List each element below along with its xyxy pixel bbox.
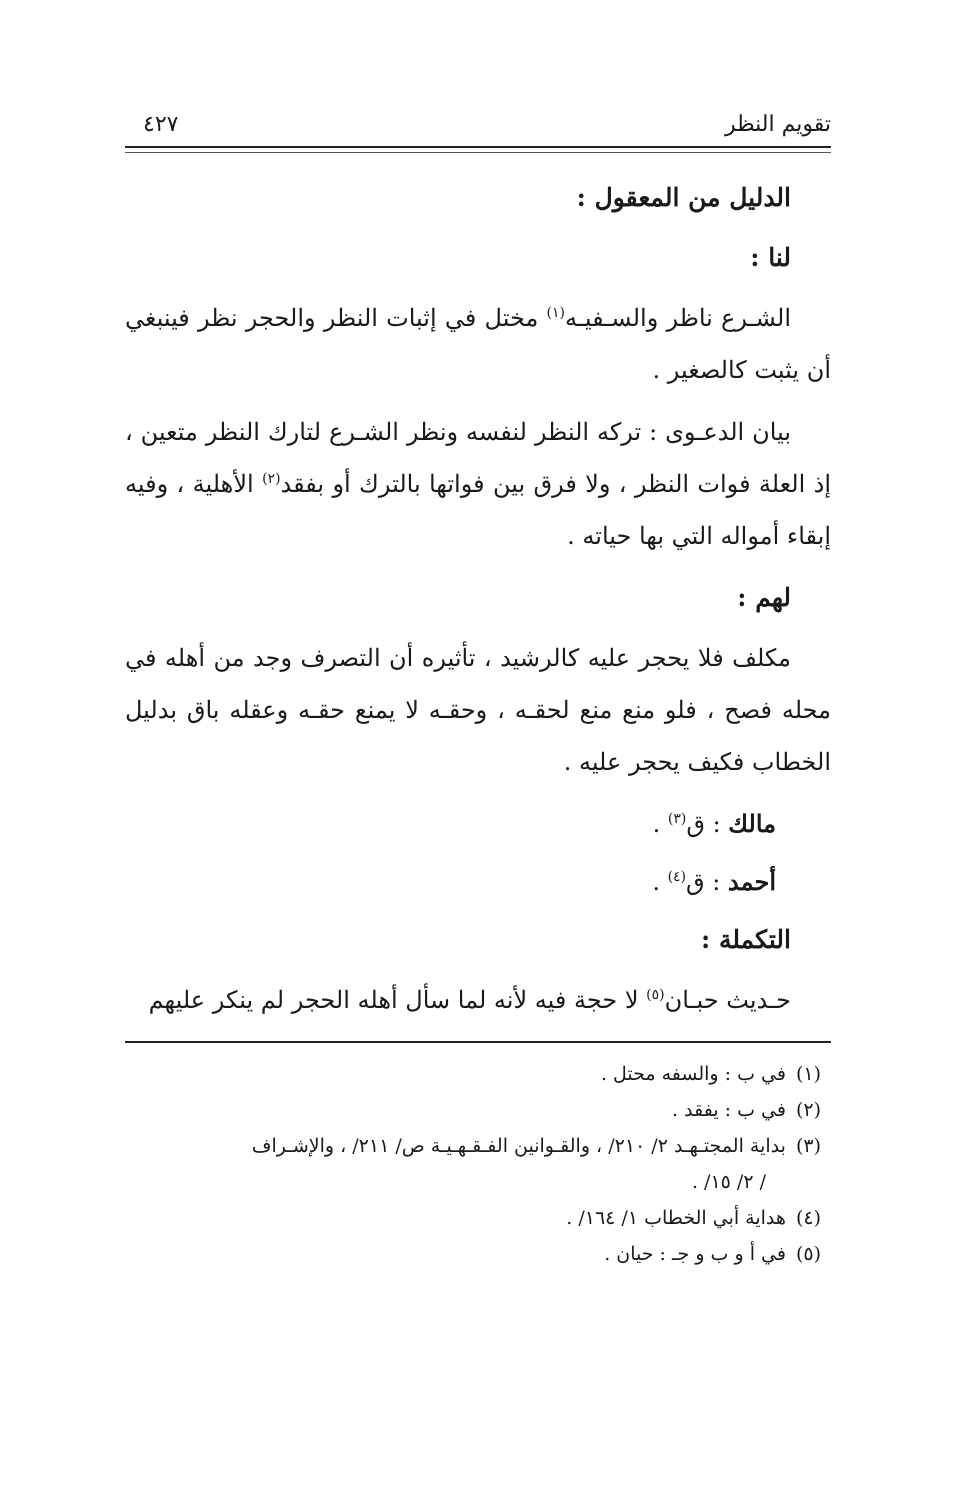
footnote-number: (٤): [795, 1207, 821, 1229]
footnote-ref-4[interactable]: (٤): [667, 869, 687, 885]
footnote-number: (٥): [795, 1243, 821, 1265]
paragraph-4: [125, 974, 831, 1026]
footnote-5: [125, 1236, 831, 1272]
footnote-3: [125, 1128, 831, 1200]
paragraph-2: [125, 406, 831, 562]
heading-rational-evidence: الدليل من المعقول :: [576, 183, 791, 212]
footnote-continuation: / ٢/ ١٥/ .: [691, 1171, 766, 1193]
page-number: ٤٢٧: [143, 112, 179, 137]
footnote-ref-3[interactable]: (٣): [667, 811, 687, 827]
paragraph-1-end: مختل في إثبات النظر والحجر نظر فينبغي أن يثبت كالصغير .: [125, 304, 831, 384]
footnote-number: (١): [795, 1063, 821, 1085]
paragraph-2-start: بيان الدعـوى : تركه النظر لنفسه ونظر الشـرع لتارك النظر متعين ، إذ العلة فوات النظر ، ولا فرق بين فواتها بالترك أو بفقد: [125, 418, 831, 498]
paragraph-2-end: الأهلية ، وفيه إبقاء أمواله التي بها حياته .: [125, 470, 831, 550]
footnote-text: في ب : والسفه محتل .: [600, 1063, 786, 1085]
paragraph-4-start: حـديث حبـان: [664, 986, 791, 1014]
footnote-ref-2[interactable]: (٢): [262, 471, 281, 487]
paragraph-1-start: الشـرع ناظر والسـفيـه: [564, 304, 792, 332]
footnote-text: في أ و ب و جـ : حيان .: [604, 1243, 786, 1265]
header-rule-thick: [125, 146, 831, 148]
paragraph-3: مكلف فلا يحجر عليه كالرشيد ، تأثيره أن التصرف وجد من أهله في محله فصح ، فلو منع منع لحقـه ، وحقـه لا يمنع حقـه وعقله باق بدليل الخطاب فكيف يحجر عليه .: [125, 644, 831, 776]
footnote-divider: [125, 1041, 831, 1043]
header-rule-thin: [125, 152, 831, 153]
heading-for-us: لنا :: [750, 243, 791, 272]
footnote-1: [125, 1056, 831, 1092]
malik-line: [125, 798, 831, 850]
malik-label: مالك: [728, 809, 776, 838]
footnote-number: (٣): [795, 1135, 821, 1157]
running-title: تقويم النظر: [724, 112, 831, 137]
heading-supplement: التكملة :: [701, 925, 791, 954]
running-header: [125, 100, 831, 150]
footnote-text: في ب : يفقد .: [672, 1099, 786, 1121]
malik-end: .: [652, 810, 668, 838]
main-text: [125, 168, 831, 1036]
heading-for-them: لهم :: [737, 583, 791, 612]
footnote-ref-1[interactable]: (١): [546, 305, 565, 321]
paragraph-1: [125, 292, 831, 396]
paragraph-4-end: لا حجة فيه لأنه لما سأل أهله الحجر لم ينكر عليهم: [148, 986, 647, 1014]
footnote-4: [125, 1200, 831, 1236]
footnote-ref-5[interactable]: (٥): [646, 987, 665, 1003]
footnotes: [125, 1056, 831, 1272]
footnote-text: هداية أبي الخطاب ١/ ١٦٤/ .: [566, 1207, 786, 1229]
footnote-number: (٢): [795, 1099, 821, 1121]
footnote-2: [125, 1092, 831, 1128]
ahmad-label: أحمد: [728, 867, 776, 896]
footnote-text: بداية المجتـهـد ٢/ ٢١٠/ ، والقـوانين الفـقـهـيـة ص/ ٢١١/ ، والإشـراف: [251, 1135, 786, 1157]
ahmad-line: [125, 856, 831, 908]
ahmad-end: .: [652, 868, 668, 896]
malik-text: : ق: [686, 810, 729, 838]
ahmad-text: : ق: [686, 868, 729, 896]
